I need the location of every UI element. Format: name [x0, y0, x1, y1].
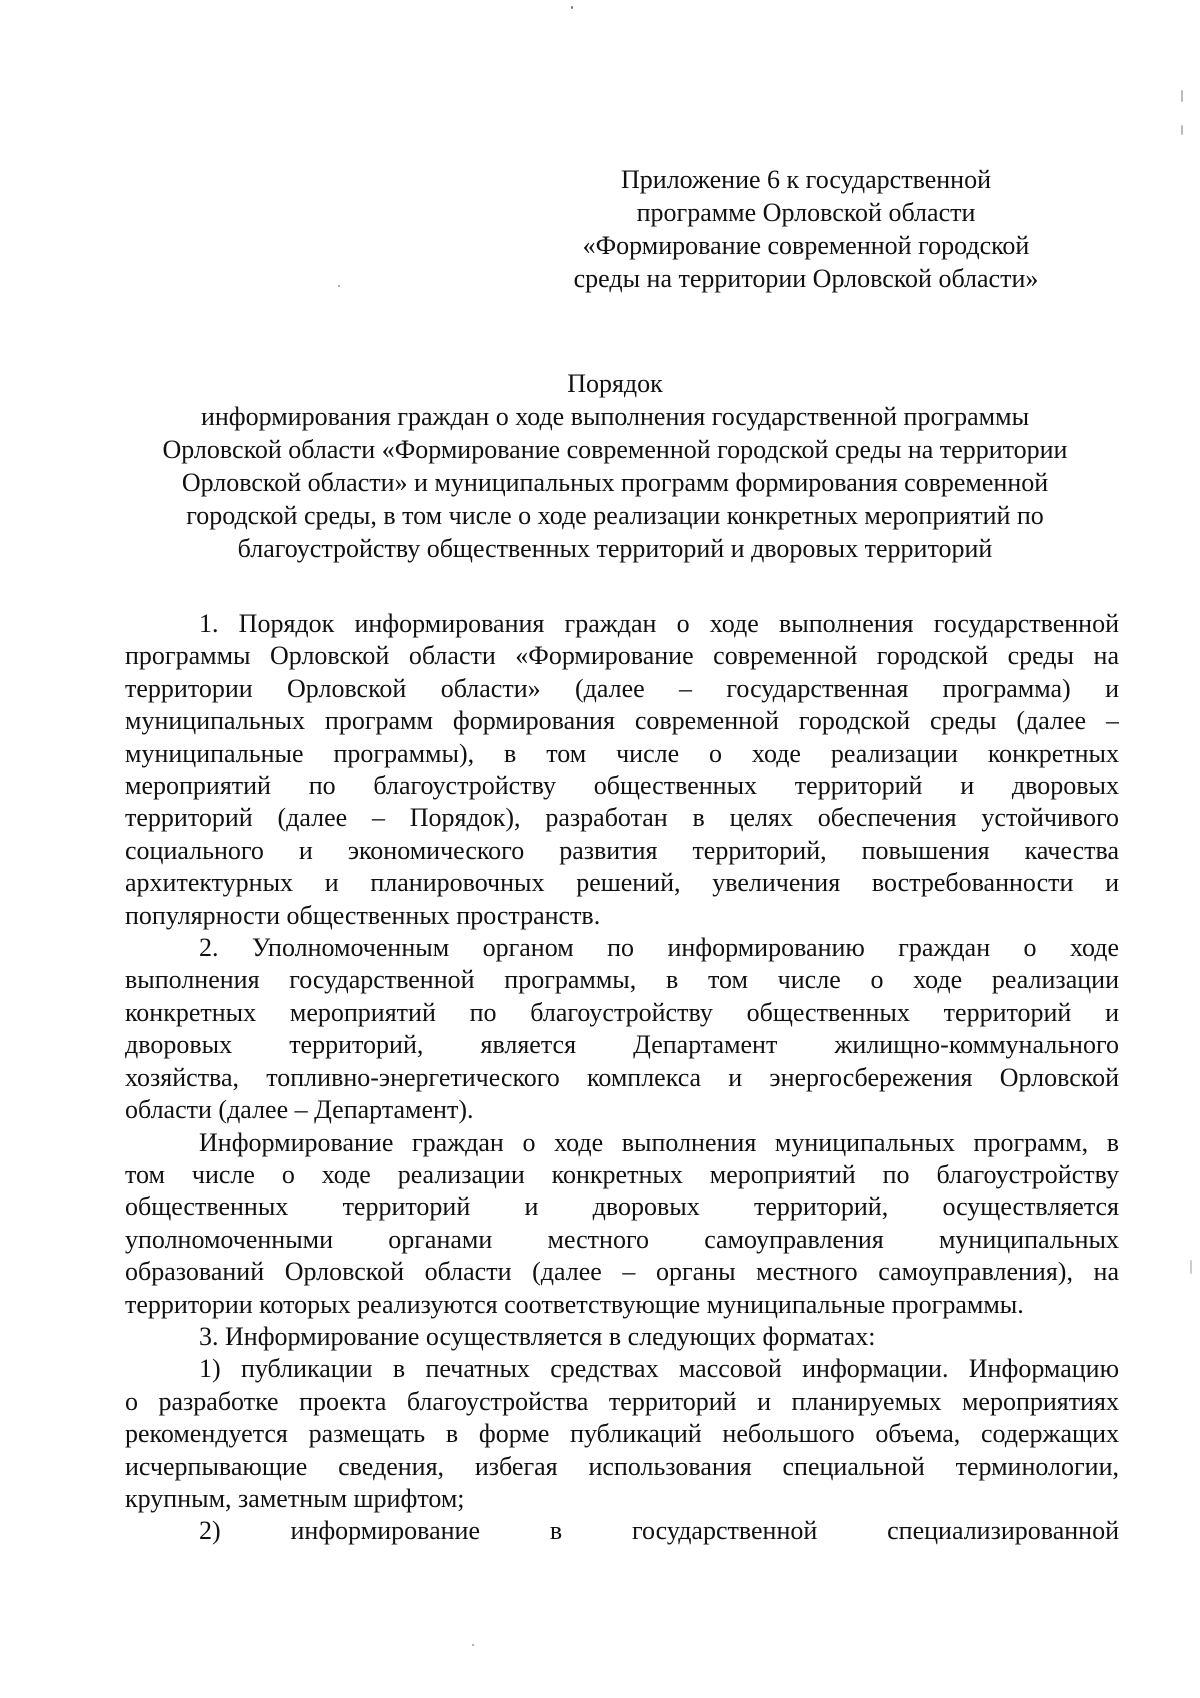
appendix-line: Приложение 6 к государственной — [621, 165, 991, 194]
body-line: образований Орловской области (далее – органы местного самоуправления), на — [125, 1257, 1119, 1287]
body-line: Информирование граждан о ходе выполнения муниципальных программ, в — [199, 1127, 1119, 1157]
scan-speck — [571, 6, 573, 9]
appendix-note — [540, 163, 1072, 295]
body-line: территории Орловской области» (далее – государственная программа) и — [125, 673, 1119, 703]
body-line: 2) информирование в государственной специализированной — [199, 1516, 1119, 1546]
body-line: конкретных мероприятий по благоустройству общественных территорий и — [125, 997, 1119, 1027]
scan-speck — [1190, 1260, 1192, 1274]
appendix-line: программе Орловской области — [636, 198, 976, 227]
body-line: 2. Уполномоченным органом по информированию граждан о ходе — [199, 933, 1119, 963]
body-line: архитектурных и планировочных решений, увеличения востребованности и — [125, 868, 1119, 898]
body-line: 1) публикации в печатных средствах массовой информации. Информацию — [199, 1354, 1119, 1384]
scan-speck — [338, 285, 340, 287]
body-line: выполнения государственной программы, в том числе о ходе реализации — [125, 965, 1119, 995]
scan-speck — [472, 1644, 474, 1646]
body-line: программы Орловской области «Формирование современной городской среды на — [125, 641, 1119, 671]
body-line: территорий (далее – Порядок), разработан в целях обеспечения устойчивого — [125, 803, 1119, 833]
body-line: исчерпывающие сведения, избегая использования специальной терминологии, — [125, 1451, 1119, 1481]
scan-speck — [1181, 90, 1183, 102]
body-line: области (далее – Департамент). — [125, 1095, 474, 1125]
body-line: о разработке проекта благоустройства территорий и планируемых мероприятиях — [125, 1386, 1119, 1416]
body-line: муниципальных программ формирования современной городской среды (далее – — [125, 706, 1119, 736]
appendix-line: «Формирование современной городской — [582, 231, 1030, 260]
body-line: 1. Порядок информирования граждан о ходе выполнения государственной — [199, 609, 1119, 638]
heading-line: Орловской области» и муниципальных программ формирования современной — [181, 468, 1049, 497]
body-line: уполномоченными органами местного самоуправления муниципальных — [125, 1224, 1119, 1254]
document-body — [125, 608, 1119, 1548]
body-line: территории которых реализуются соответствующие муниципальные программы. — [125, 1289, 1024, 1319]
scan-speck — [1181, 125, 1183, 135]
body-line: 3. Информирование осуществляется в следующих форматах: — [199, 1321, 876, 1351]
body-line: социального и экономического развития территорий, повышения качества — [125, 835, 1119, 865]
body-line: рекомендуется размещать в форме публикаций небольшого объема, содержащих — [125, 1419, 1119, 1449]
body-line: мероприятий по благоустройству общественных территорий и дворовых — [125, 771, 1119, 801]
document-heading — [110, 367, 1120, 565]
heading-line: благоустройству общественных территорий и дворовых территорий — [237, 534, 993, 563]
body-line: крупным, заметным шрифтом; — [125, 1483, 465, 1513]
appendix-line: среды на территории Орловской области» — [573, 264, 1039, 293]
heading-title: Порядок — [567, 369, 663, 398]
heading-line: городской среды, в том числе о ходе реализации конкретных мероприятий по — [186, 501, 1044, 530]
heading-line: Орловской области «Формирование современной городской среды на территории — [162, 435, 1068, 464]
body-line: популярности общественных пространств. — [125, 900, 601, 930]
body-line: муниципальные программы), в том числе о ходе реализации конкретных — [125, 738, 1119, 768]
heading-line: информирования граждан о ходе выполнения государственной программы — [200, 402, 1030, 431]
body-line: дворовых территорий, является Департамент жилищно-коммунального — [125, 1030, 1119, 1060]
body-line: общественных территорий и дворовых территорий, осуществляется — [125, 1192, 1119, 1222]
body-line: том числе о ходе реализации конкретных мероприятий по благоустройству — [125, 1159, 1119, 1189]
body-line: хозяйства, топливно-энергетического комплекса и энергосбережения Орловской — [125, 1062, 1119, 1092]
